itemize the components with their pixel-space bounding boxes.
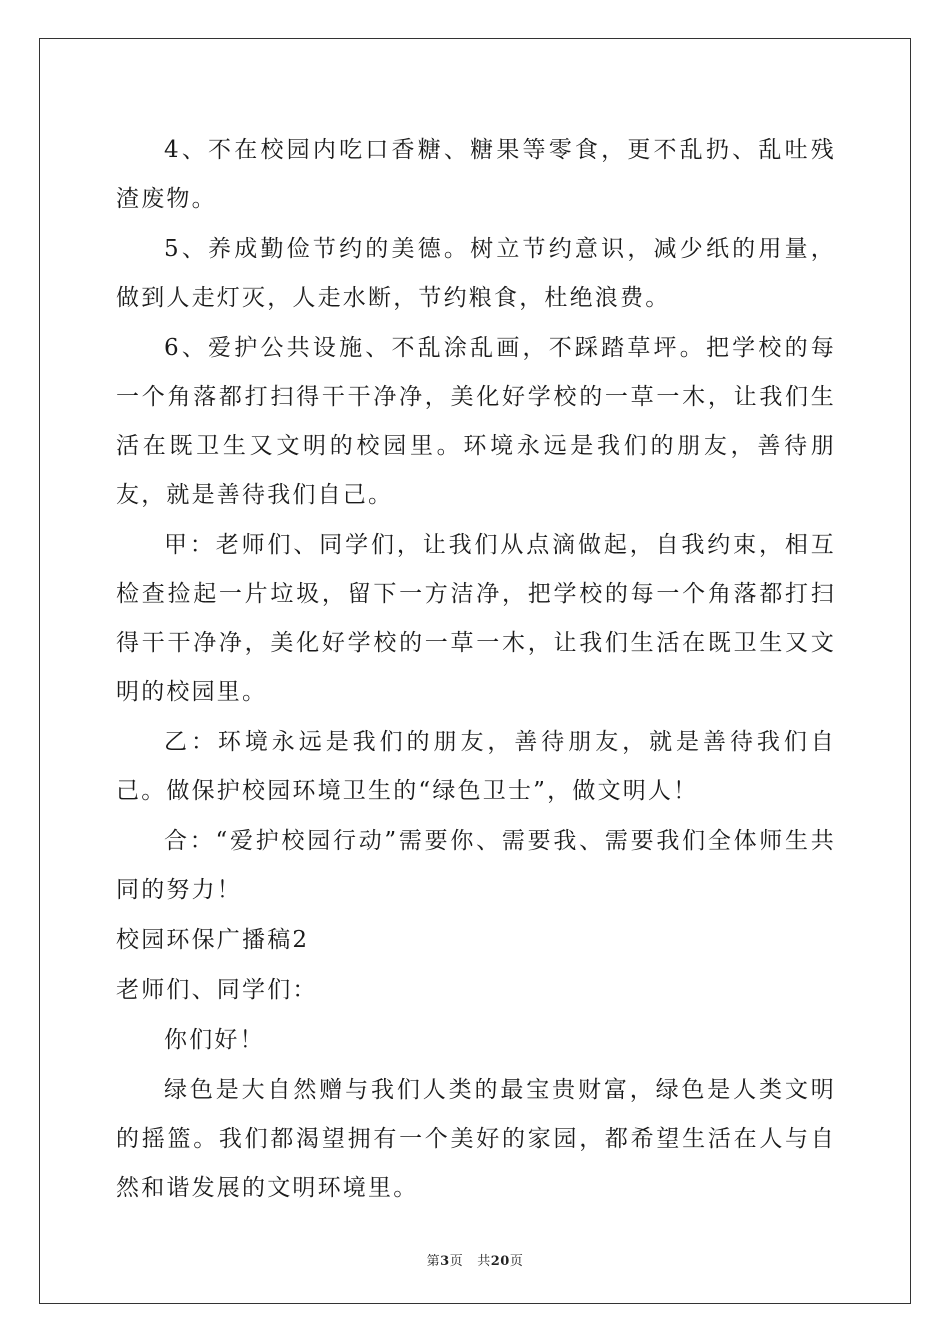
greeting: 你们好！	[164, 1027, 265, 1053]
salutation: 老师们、同学们：	[116, 977, 318, 1003]
page-label-suffix: 页	[449, 1254, 464, 1269]
page-number: 3	[440, 1254, 450, 1269]
paragraph-he: 合：“爱护校园行动”需要你、需要我、需要我们全体师生共同的努力！	[116, 828, 836, 903]
page-footer	[0, 1250, 950, 1269]
paragraph-yi: 乙：环境永远是我们的朋友，善待朋友，就是善待我们自己。做保护校园环境卫生的“绿色卫士”，做文明人！	[116, 729, 836, 804]
paragraph-item-4: 4、不在校园内吃口香糖、糖果等零食，更不乱扔、乱吐残渣废物。	[116, 137, 836, 212]
page-label-prefix: 第	[426, 1254, 441, 1269]
section-title: 校园环保广播稿2	[116, 927, 310, 953]
paragraph-green: 绿色是大自然赠与我们人类的最宝贵财富，绿色是人类文明的摇篮。我们都渴望拥有一个美好的家园，都希望生活在人与自然和谐发展的文明环境里。	[116, 1077, 836, 1201]
total-label-prefix: 共	[477, 1254, 491, 1269]
total-pages: 20	[490, 1254, 510, 1269]
total-label-suffix: 页	[509, 1254, 524, 1269]
paragraph-item-6: 6、爱护公共设施、不乱涂乱画，不踩踏草坪。把学校的每一个角落都打扫得干干净净，美化好学校的一草一木，让我们生活在既卫生又文明的校园里。环境永远是我们的朋友，善待朋友，就是善待我们自己。	[116, 335, 836, 508]
document-body	[116, 126, 836, 1214]
paragraph-jia: 甲：老师们、同学们，让我们从点滴做起，自我约束，相互检查捡起一片垃圾，留下一方洁净，把学校的每一个角落都打扫得干干净净，美化好学校的一草一木，让我们生活在既卫生又文明的校园里。	[116, 532, 836, 705]
paragraph-item-5: 5、养成勤俭节约的美德。树立节约意识，减少纸的用量，做到人走灯灭，人走水断，节约粮食，杜绝浪费。	[116, 236, 836, 311]
